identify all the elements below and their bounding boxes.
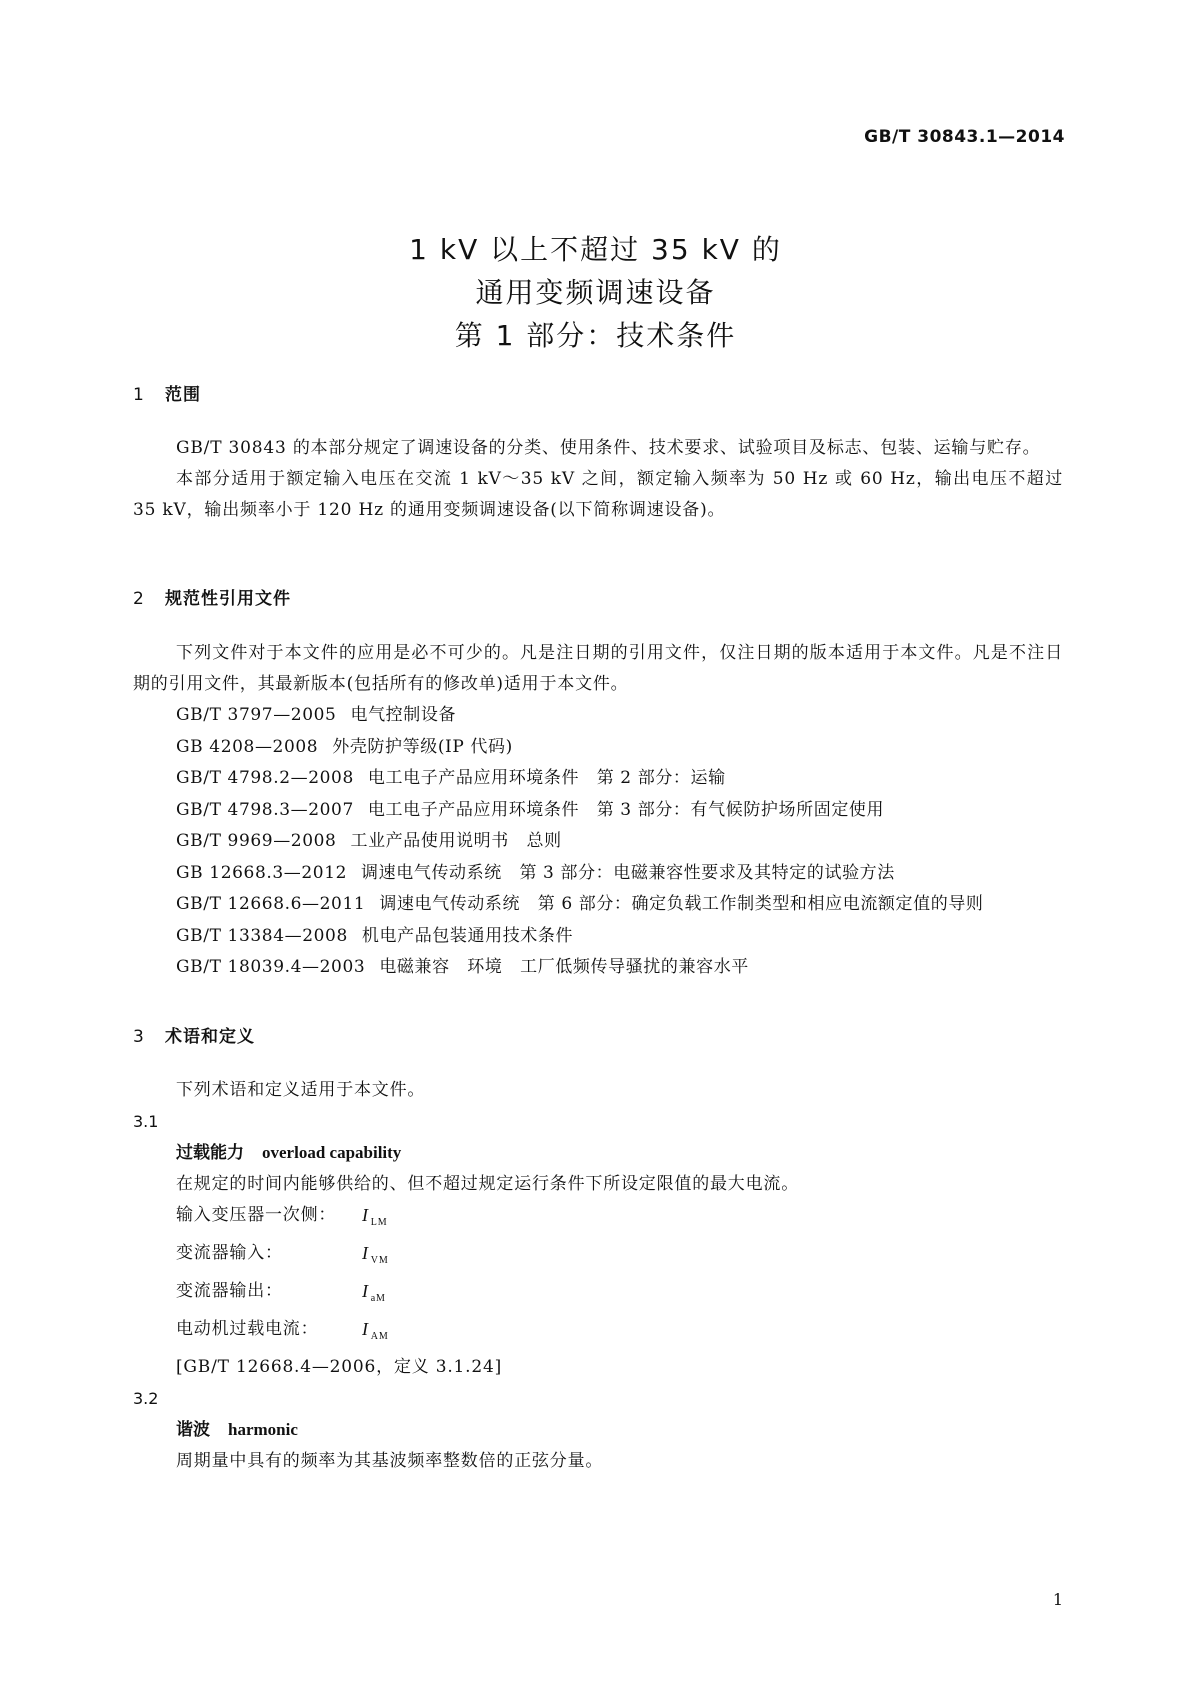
reference-item [133,795,1063,827]
symbol-letter: I [362,1319,369,1339]
section-1-heading [133,380,1063,405]
paragraph: 下列术语和定义适用于本文件。 [176,1080,426,1100]
symbol-row [133,1276,1063,1314]
page-number: 1 [1052,1590,1063,1609]
reference-code: GB/T 4798.2—2008 [176,768,354,788]
reference-item [133,921,1063,953]
symbol-subscript: aM [370,1293,386,1304]
term-title [133,1414,1063,1446]
section-number: 1 [133,385,145,405]
section-title: 术语和定义 [165,1027,255,1047]
symbol-value [362,1238,389,1276]
reference-title: 工业产品使用说明书 总则 [350,831,562,851]
symbol-value [362,1276,386,1314]
section-2 [133,584,1063,609]
symbol-value [362,1200,387,1238]
reference-item [133,763,1063,795]
reference-code: GB 4208—2008 [176,736,319,757]
reference-item [133,826,1063,858]
reference-item [133,889,1063,921]
reference-code: GB/T 4798.3—2007 [176,799,354,820]
symbol-letter: I [362,1243,369,1263]
symbol-subscript: LM [370,1217,388,1228]
reference-title: 电磁兼容 环境 工厂低频传导骚扰的兼容水平 [379,957,749,977]
reference-title: 电工电子产品应用环境条件 第 3 部分：有气候防护场所固定使用 [367,799,885,820]
reference-title: 调速电气传动系统 第 6 部分：确定负载工作制类型和相应电流额定值的导则 [379,894,984,914]
section-title: 范围 [165,385,201,405]
section-1 [133,380,1063,405]
reference-title: 机电产品包装通用技术条件 [361,925,574,946]
symbol-letter: I [362,1281,369,1301]
symbol-label: 变流器输出： [176,1281,283,1301]
reference-item [133,732,1063,764]
reference-code: GB/T 9969—2008 [176,831,337,851]
paragraph: GB/T 30843 的本部分规定了调速设备的分类、使用条件、技术要求、试验项目及标志、包装、运输与贮存。 [176,438,1041,458]
reference-item [133,858,1063,890]
reference-item [133,700,1063,732]
term-english: harmonic [228,1420,298,1439]
symbol-letter: I [362,1205,369,1225]
section-3-heading [133,1022,1063,1047]
symbol-subscript: AM [370,1331,389,1342]
symbol-row [133,1314,1063,1352]
paragraph: 下列文件对于本文件的应用是必不可少的。凡是注日期的引用文件，仅注日期的版本适用于本文件。凡是不注日期的引用文件，其最新版本(包括所有的修改单)适用于本文件。 [133,643,1063,694]
reference-title: 外壳防护等级(IP 代码) [332,736,513,757]
term-english: overload capability [262,1143,402,1162]
reference-code: GB/T 3797—2005 [176,705,337,725]
symbol-subscript: VM [370,1255,389,1266]
term-definition: 周期量中具有的频率为其基波频率整数倍的正弦分量。 [176,1451,604,1471]
reference-title: 电气控制设备 [350,705,457,725]
section-number: 2 [133,589,145,609]
section-3 [133,1022,1063,1047]
symbol-row [133,1200,1063,1238]
symbol-label: 输入变压器一次侧： [176,1205,337,1225]
section-1-body [133,433,1063,526]
symbol-label: 电动机过载电流： [176,1319,319,1339]
term-number: 3.2 [133,1389,159,1408]
document-title [0,228,1191,357]
term-number: 3.1 [133,1112,159,1131]
term-chinese: 过载能力 [176,1143,244,1163]
symbol-label: 变流器输入： [176,1243,283,1263]
section-title: 规范性引用文件 [165,589,291,609]
reference-code: GB/T 12668.6—2011 [176,894,366,914]
reference-title: 电工电子产品应用环境条件 第 2 部分：运输 [367,768,726,788]
reference-list [133,700,1063,984]
term-title [133,1137,1063,1169]
title-line-1: 1 kV 以上不超过 35 kV 的 [409,233,782,266]
symbol-row [133,1238,1063,1276]
reference-code: GB 12668.3—2012 [176,862,348,883]
title-line-3: 第 1 部分：技术条件 [454,319,737,352]
standard-code: GB/T 30843.1—2014 [864,127,1065,147]
section-2-heading [133,584,1063,609]
section-3-body [133,1075,1063,1477]
term-definition: 在规定的时间内能够供给的、但不超过规定运行条件下所设定限值的最大电流。 [176,1174,799,1194]
term-chinese: 谐波 [176,1420,210,1440]
reference-title: 调速电气传动系统 第 3 部分：电磁兼容性要求及其特定的试验方法 [361,862,895,883]
symbol-value [362,1314,389,1352]
reference-code: GB/T 13384—2008 [176,925,348,946]
reference-code: GB/T 18039.4—2003 [176,957,366,977]
section-number: 3 [133,1027,145,1047]
paragraph: 本部分适用于额定输入电压在交流 1 kV～35 kV 之间，额定输入频率为 50 Hz 或 60 Hz，输出电压不超过 35 kV，输出频率小于 120 Hz 的通用变频调速设备(以下简称调速设备)。 [133,469,1063,520]
term-source: [GB/T 12668.4—2006，定义 3.1.24] [176,1357,503,1377]
title-line-2: 通用变频调速设备 [475,276,716,309]
section-2-body [133,638,1063,984]
reference-item [133,952,1063,984]
